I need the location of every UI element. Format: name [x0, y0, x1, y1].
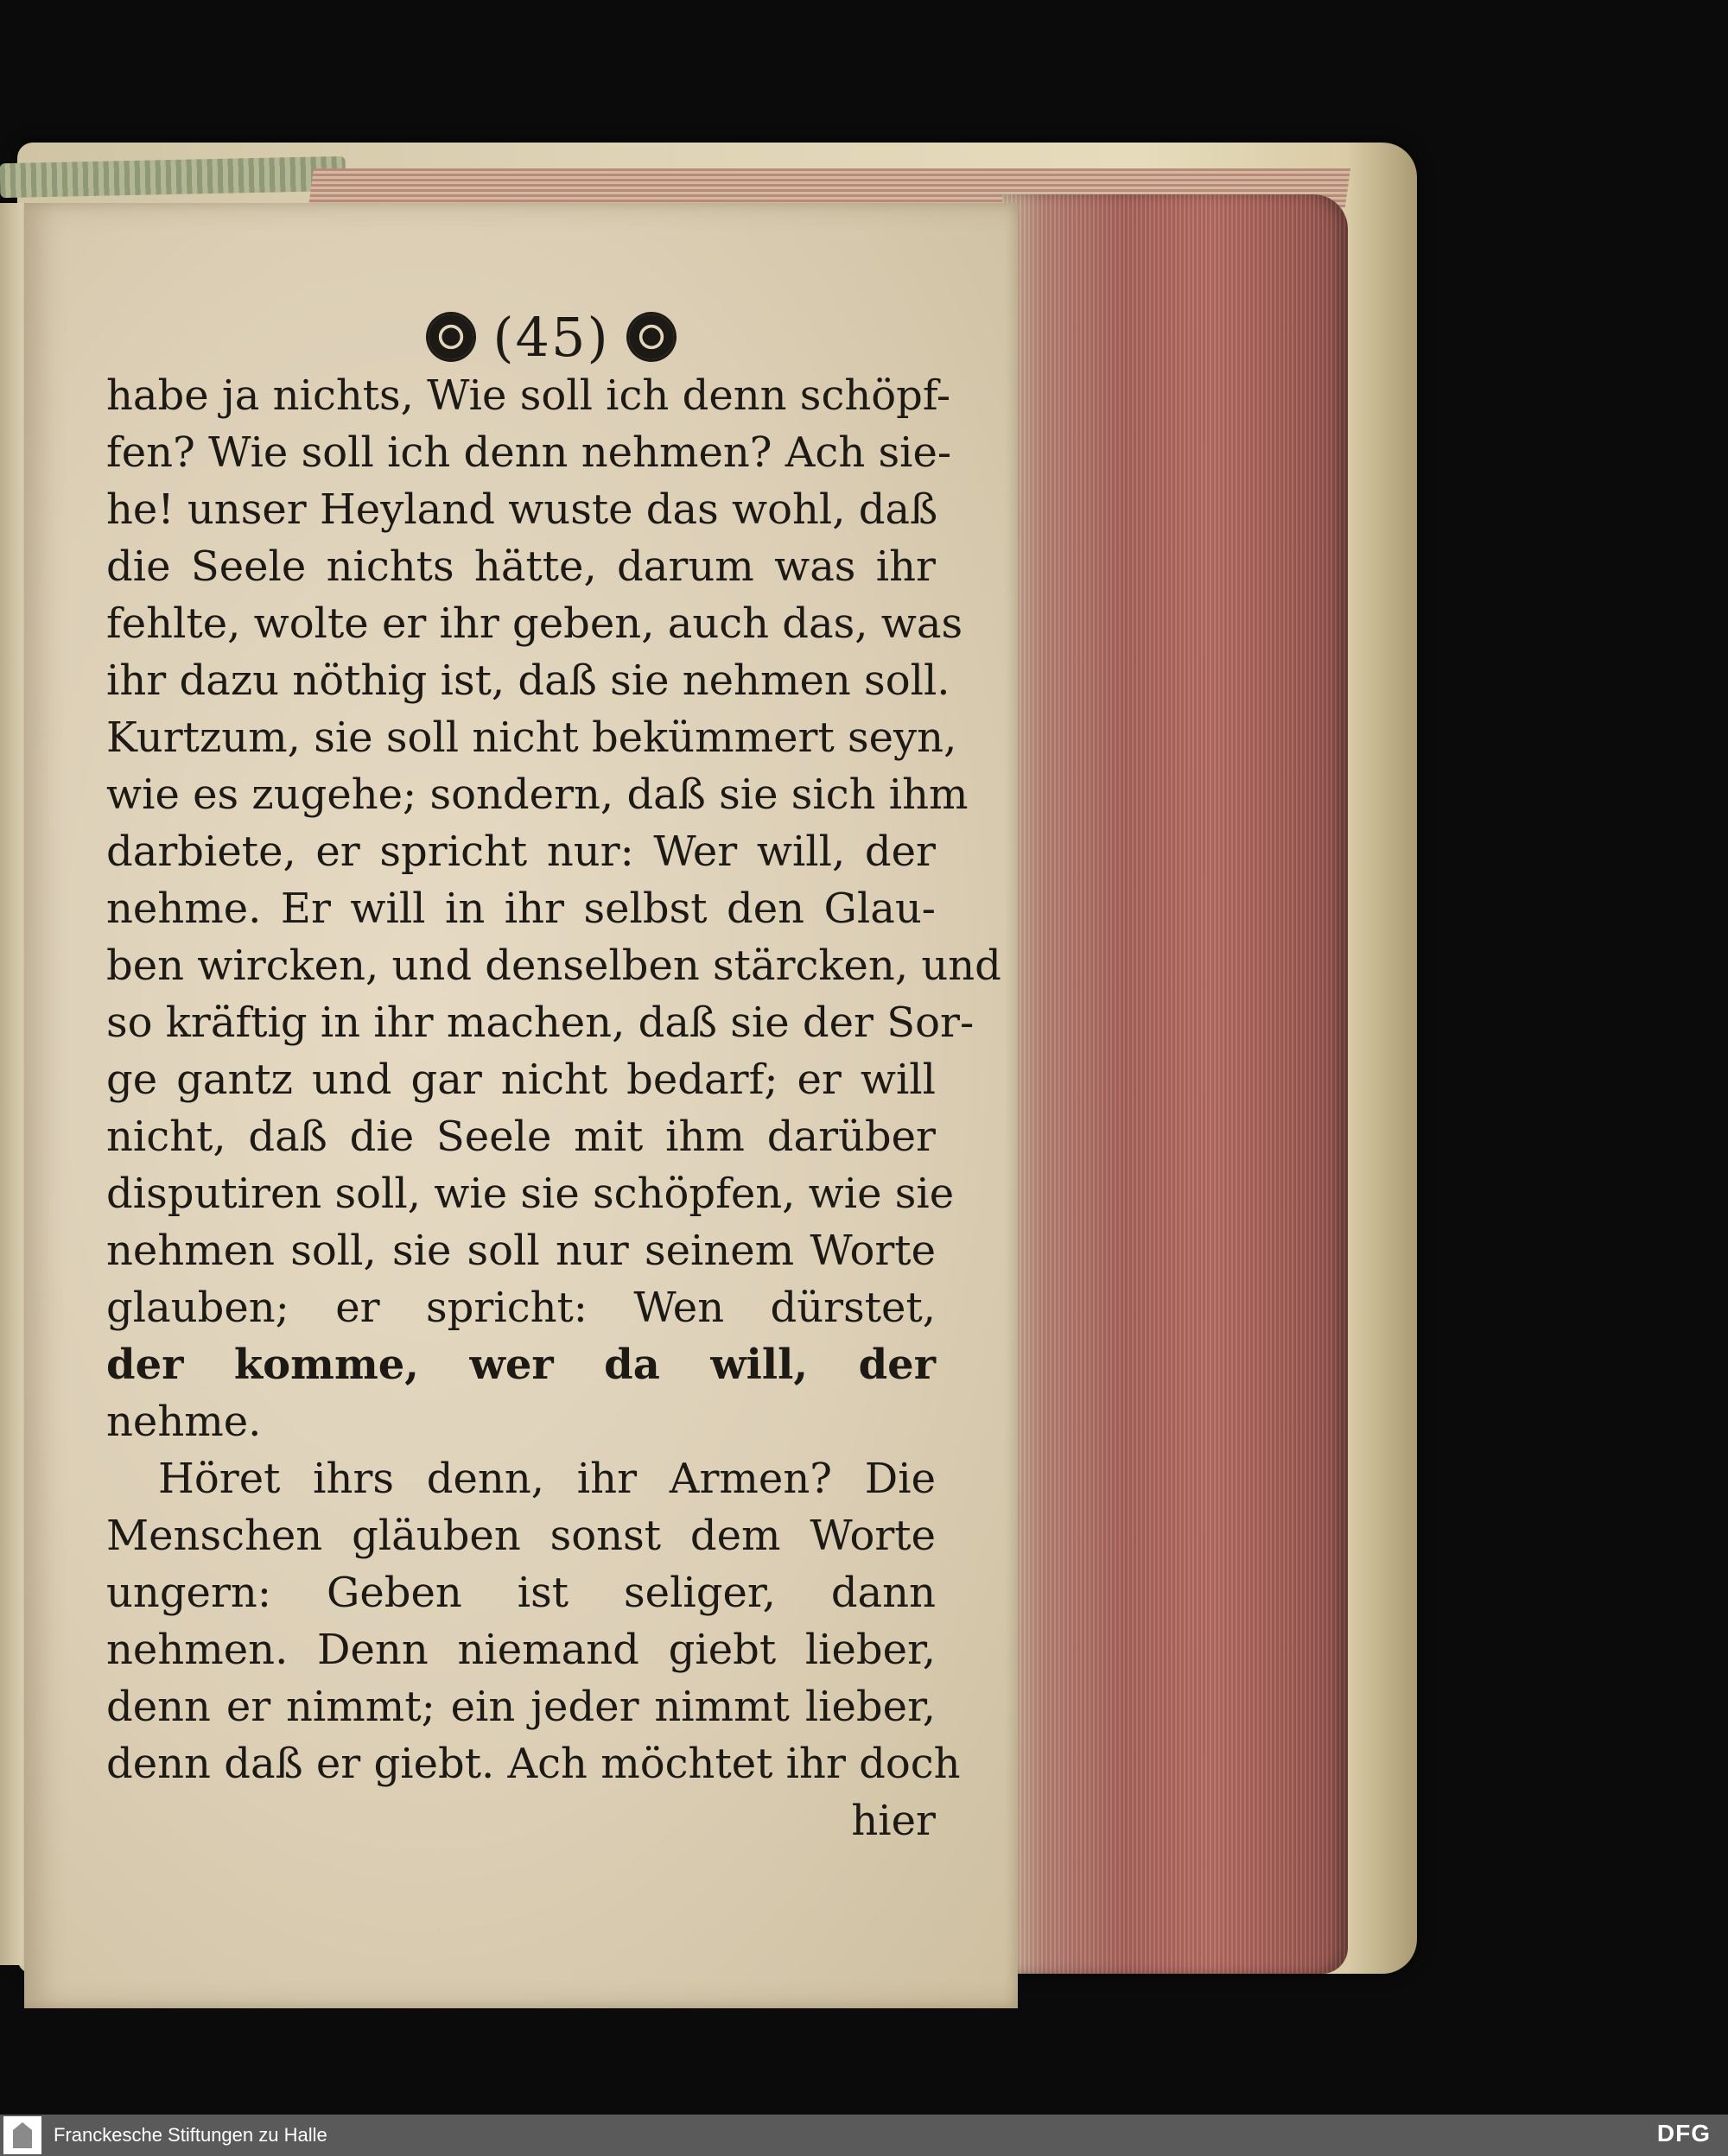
text-line: denn daß er giebt. Ach möchtet ihr doch: [106, 1740, 961, 1788]
text-line: nehme.: [106, 1398, 262, 1446]
text-line: der komme, wer da will, der: [106, 1341, 936, 1389]
institution-label: Franckesche Stiftungen zu Halle: [54, 2124, 327, 2146]
text-line: glauben; er spricht: Wen dürstet,: [106, 1284, 936, 1332]
text-line: Kurtzum, sie soll nicht bekümmert seyn,: [106, 713, 957, 762]
text-line: Menschen gläuben sonst dem Worte: [106, 1512, 936, 1560]
text-line: ihr dazu nöthig ist, daß sie nehmen soll.: [106, 656, 950, 705]
text-line: nehmen soll, sie soll nur seinem Worte: [106, 1227, 936, 1275]
text-line: nehme. Er will in ihr selbst den Glau-: [106, 885, 936, 933]
text-line: ben wircken, und denselben stärcken, und: [106, 942, 1001, 990]
text-line: Höret ihrs denn, ihr Armen? Die: [158, 1455, 936, 1503]
facing-page-edge: [0, 203, 22, 1965]
catchword: hier: [851, 1797, 936, 1845]
text-line: ungern: Geben ist seliger, dann: [106, 1569, 936, 1617]
flower-ornament-icon: [429, 314, 473, 359]
institution-logo-icon: [3, 2116, 41, 2154]
text-line: nicht, daß die Seele mit ihm darüber: [106, 1113, 936, 1161]
page-edges-fore-edge: [1002, 194, 1348, 1974]
flower-ornament-icon: [629, 314, 674, 359]
viewer-footer: [0, 2115, 1728, 2156]
page-text: [106, 367, 1001, 1849]
text-line: fehlte, wolte er ihr geben, auch das, was: [106, 599, 963, 648]
text-line: so kräftig in ihr machen, daß sie der Sor-: [106, 999, 975, 1047]
page-number: (45): [492, 305, 610, 369]
text-line: habe ja nichts, Wie soll ich denn schöpf-: [106, 371, 951, 420]
text-line: fen? Wie soll ich denn nehmen? Ach sie-: [106, 428, 952, 477]
text-line: ge gantz und gar nicht bedarf; er will: [106, 1056, 936, 1104]
dfg-logo: DFG: [1656, 2120, 1711, 2146]
binding-strip: [0, 156, 346, 198]
text-line: nehmen. Denn niemand giebt lieber,: [106, 1626, 936, 1674]
text-line: darbiete, er spricht nur: Wer will, der: [106, 828, 936, 876]
printed-page: [24, 203, 1018, 2008]
text-line: disputiren soll, wie sie schöpfen, wie sie: [106, 1170, 955, 1218]
text-line: wie es zugehe; sondern, daß sie sich ihm: [106, 770, 969, 819]
text-line: die Seele nichts hätte, darum was ihr: [106, 542, 936, 591]
text-line: he! unser Heyland wuste das wohl, daß: [106, 485, 938, 534]
page-header: [387, 298, 715, 376]
text-line: denn er nimmt; ein jeder nimmt lieber,: [106, 1683, 936, 1731]
